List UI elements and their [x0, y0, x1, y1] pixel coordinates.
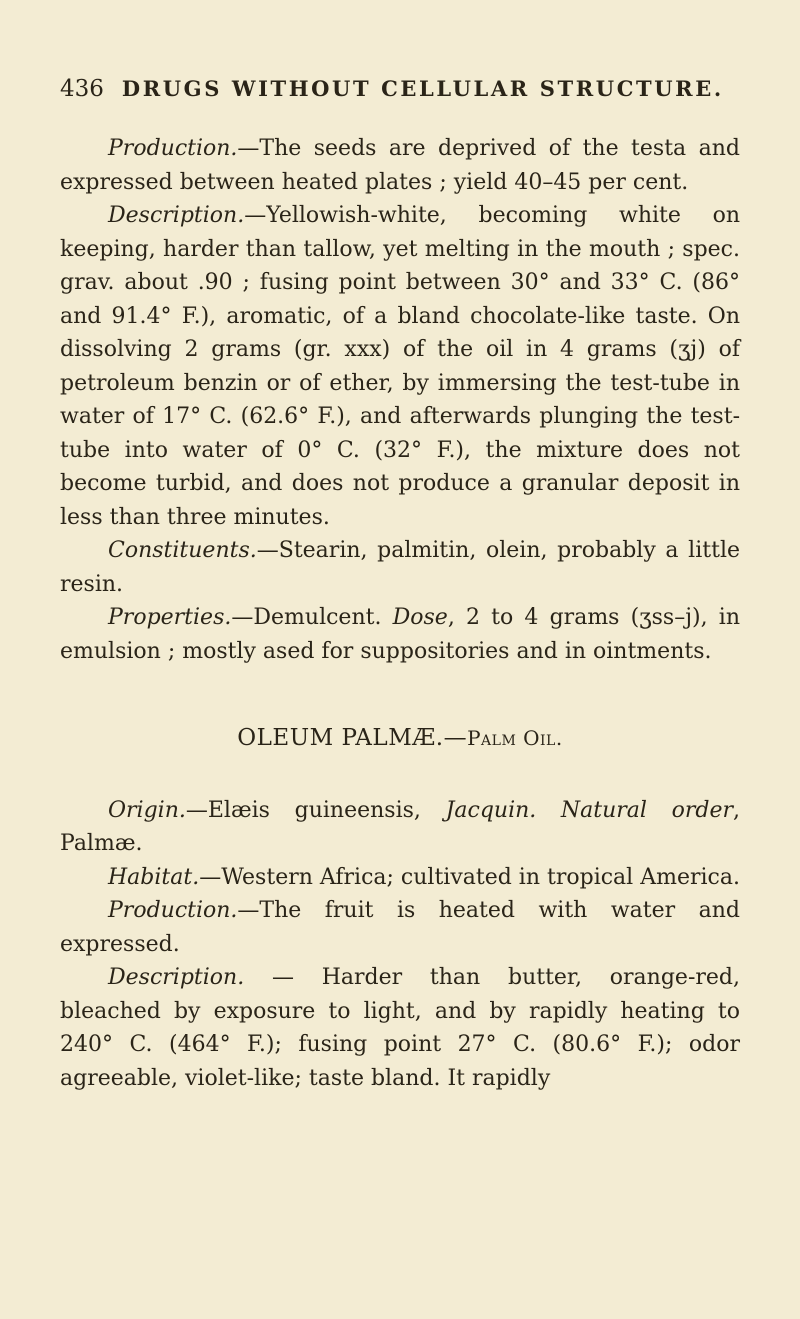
- authority-label: Jacquin. Natural order: [445, 797, 733, 823]
- section-title-sub: Palm Oil.: [467, 726, 563, 750]
- paragraph-text: —Demulcent.: [231, 605, 393, 630]
- paragraph-label: Production.: [108, 136, 238, 161]
- paragraph-origin: [60, 794, 740, 861]
- paragraph-text: —Stearin, palmitin, olein, probably a little resin.: [60, 538, 740, 597]
- paragraph-text: —Elæis guineensis,: [185, 797, 446, 823]
- paragraph-text: —Yellowish-white, becoming white on keeping, harder than tallow, yet melting in the mouth ; spec. grav. about .90 ; fusing point between 30° and 33° C. (86° and 91.4° F.), aromatic, of a bland chocolate-like taste. On dissolving 2 grams (gr. xxx) of the oil in 4 grams (ʒj) of petroleum benzin or of ether, by immersing the test-tube in water of 17° C. (62.6° F.), and afterwards plunging the test-tube into water of 0° C. (32° F.), the mixture does not become turbid, and does not produce a granular deposit in less than three minutes.: [60, 203, 740, 530]
- paragraph-label: Origin.: [108, 797, 186, 823]
- running-header: [60, 76, 724, 102]
- running-title: DRUGS WITHOUT CELLULAR STRUCTURE.: [121, 76, 724, 101]
- paragraph-text: , 2 to 4 grams (ʒss–j), in emulsion ; mostly ased for suppositories and in ointments.: [60, 605, 740, 664]
- paragraph-text: —The fruit is heated with water and expressed.: [60, 898, 740, 957]
- body-text: [60, 132, 740, 1095]
- section-heading: [60, 722, 740, 756]
- paragraph-label: Constituents.: [108, 538, 257, 563]
- paragraph-habitat: [60, 861, 740, 895]
- paragraph-properties: [60, 601, 740, 668]
- paragraph-label: Description.: [108, 965, 245, 990]
- paragraph-label: Properties.: [108, 605, 232, 630]
- paragraph-constituents: [60, 534, 740, 601]
- page-number: 436: [60, 76, 104, 102]
- paragraph-text: —The seeds are deprived of the testa and expressed between heated plates ; yield 40–45 per cent.: [60, 136, 740, 195]
- paragraph-description: [60, 199, 740, 534]
- dose-label: Dose: [392, 605, 448, 630]
- paragraph-text: — Harder than butter, orange-red, bleached by exposure to light, and by rapidly heating to 240° C. (464° F.); fusing point 27° C. (80.6° F.); odor agreeable, violet-like; taste bland. It rapidly: [60, 965, 740, 1091]
- paragraph-production: [60, 132, 740, 199]
- paragraph-text: —Western Africa; cultivated in tropical America.: [199, 864, 740, 890]
- section-title-dash: —: [443, 725, 468, 751]
- paragraph-label: Production.: [108, 898, 238, 923]
- paragraph-label: Habitat.: [108, 864, 200, 890]
- paragraph-production-2: [60, 894, 740, 961]
- paragraph-text: , Palmæ.: [60, 797, 740, 856]
- paragraph-description-2: [60, 961, 740, 1095]
- section-title-main: OLEUM PALMÆ.: [237, 725, 444, 751]
- paragraph-label: Description.: [108, 203, 245, 228]
